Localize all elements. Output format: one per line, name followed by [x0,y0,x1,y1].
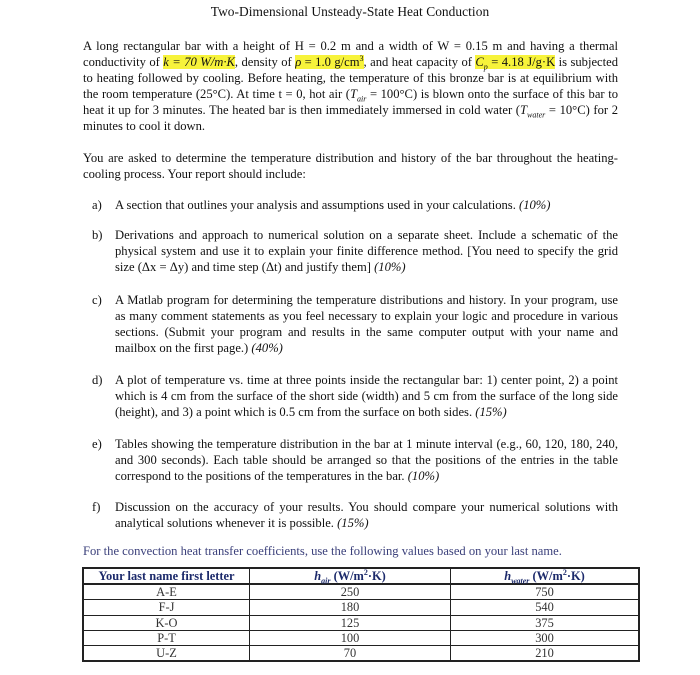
cell-h-air: 250 [250,584,451,600]
page-title: Two-Dimensional Unsteady-State Heat Conduction [210,4,490,19]
weight-percent: (15%) [475,405,507,419]
table-row [83,600,639,615]
list-item-label: d) [92,373,103,387]
cell-h-air: 100 [250,630,451,645]
table-header-row [83,568,639,584]
list-item: b) Derivations and approach to numerical solution on a separate sheet. Include a schematic of the physical system and use it to explain your finite difference method. [You need to specify the grid size (Δx = Δy) and time step (Δt) and justify them] (10%) [92,228,618,274]
cell-h-water: 540 [451,600,640,615]
task-statement: You are asked to determine the temperature distribution and history of the bar throughout the heating-cooling process. Your report should include: [83,151,618,181]
cell-letters: P-T [83,630,250,645]
cell-h-air: 125 [250,615,451,630]
header-last-name: Your last name first letter [83,568,250,584]
weight-percent: (10%) [374,260,406,274]
cell-h-water: 375 [451,615,640,630]
table-row [83,584,639,600]
list-item-label: f) [92,500,101,514]
header-h-water: $h_{water}$ $(W/m^2\cdot K)$ [451,568,640,584]
list-item: c) A Matlab program for determining the temperature distributions and history. In your program, use as many comment statements as you feel necessary to explain your logic and procedure in various sections. (Submit your program and results in the same computer output with your name and mailbox on the first page.) (40%) [92,293,618,355]
highlight-density: ρ = 1.0 $g/cm^3$ [295,53,364,69]
cell-letters: A-E [83,584,250,600]
list-item: e) Tables showing the temperature distribution in the bar at 1 minute interval (e.g., 60, 120, 180, 240, and 300 seconds). Each table should be arranged so that the positions of the entries in the table correspond to the positions of the temperatures in the bar. (10%) [92,437,618,483]
weight-percent: (15%) [337,516,369,530]
list-item: a) A section that outlines your analysis and assumptions used in your calculations. (10%) [92,198,551,212]
table-row [83,645,639,661]
cell-letters: K-O [83,615,250,630]
weight-percent: (10%) [519,198,551,212]
weight-percent: (10%) [407,469,440,483]
cell-h-water: 210 [451,645,640,661]
list-item-label: c) [92,293,102,307]
list-item: f) Discussion on the accuracy of your results. You should compare your numerical solutions with analytical solutions whenever it is possible. (15%) [92,500,618,530]
list-item-label: b) [92,228,103,242]
table-row [83,615,639,630]
cell-h-water: 750 [451,584,640,600]
highlight-conductivity: k = 70 W/m·K [163,55,235,69]
coefficient-table [82,567,640,662]
cell-letters: U-Z [83,645,250,661]
cell-letters: F-J [83,600,250,615]
table-intro: For the convection heat transfer coefficients, use the following values based on your last name. [83,544,562,558]
problem-statement: A long rectangular bar with a height of H = 0.2 m and a width of W = 0.15 m and having a thermal conductivity of k = 70 W/m·K, density of ρ = 1.0 $g/cm^3$, and heat capacity of $C_p = 4.18$ J/g·K is subjected to heating followed by cooling. Before heating, the temperature of this bronze bar is at equilibrium with the room temperature (25°C). At time t = 0, hot air $(T_{air} = 100^\circ C)$ is blown onto the surface of this bar to heat it up for 3 minutes. The heated bar is then immediately immersed in cold water $(T_{water} = 10^\circ C)$ for 2 minutes to cool it down. [83,39,619,133]
cell-h-water: 300 [451,630,640,645]
list-item-label: a) [92,198,102,212]
header-h-air: $h_{air}$ $(W/m^2\cdot K)$ [250,568,451,584]
table-row [83,630,639,645]
cell-h-air: 70 [250,645,451,661]
list-item-label: e) [92,437,102,451]
cell-h-air: 180 [250,600,451,615]
list-item: d) A plot of temperature vs. time at three points inside the rectangular bar: 1) center point, 2) a point which is 4 cm from the surface of the short side (width) and 5 cm from the surface of the long side (height), and 3) a point which is 0.5 cm from the surface on both sides. (15%) [92,373,618,419]
weight-percent: (40%) [251,341,283,355]
highlight-heat-capacity: $C_p = 4.18$ J/g·K [475,55,556,72]
